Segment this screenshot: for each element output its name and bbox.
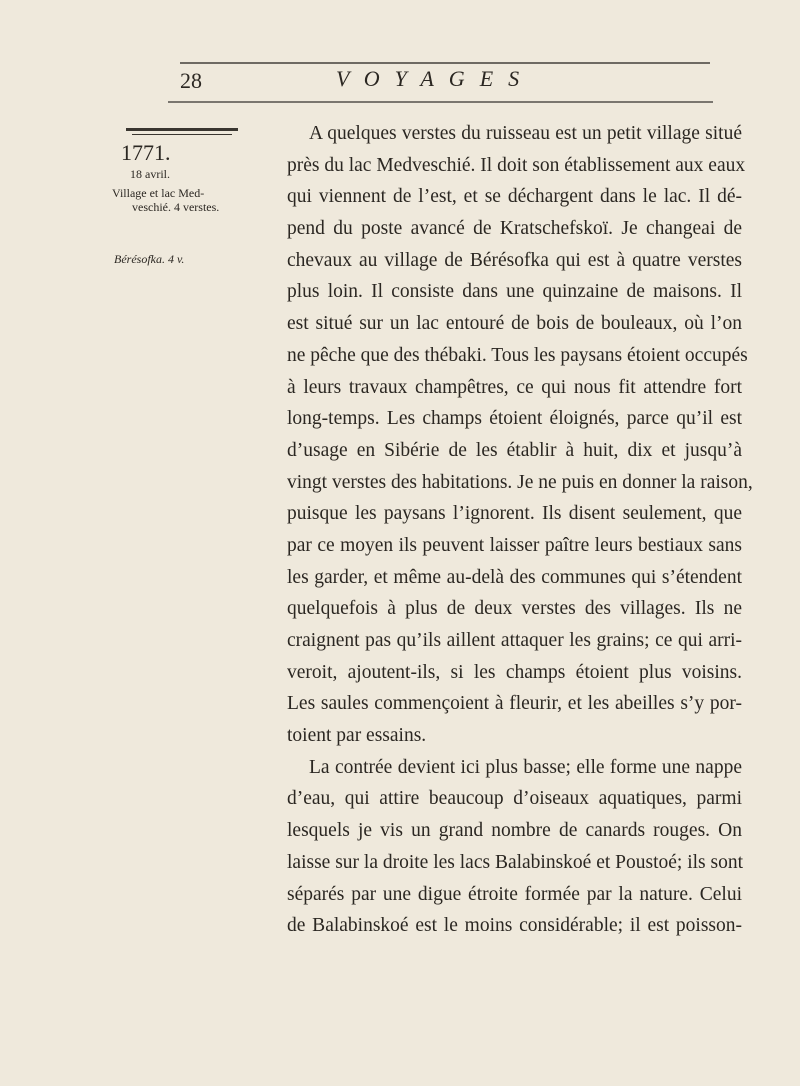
text-line: à leurs travaux champêtres, ce qui nous fit attendre fort [287, 376, 742, 398]
body-text [287, 118, 753, 942]
page-number: 28 [180, 68, 202, 93]
text-line: de Balabinskoé est le moins considérable; il est poisson- [287, 915, 742, 937]
text-line: puisque les paysans l’ignorent. Ils disent seulement, que [287, 503, 742, 525]
sidenote-date: 18 avril. [130, 167, 170, 181]
sidenote-year: 1771. [121, 140, 171, 165]
header-top-rule [180, 62, 710, 64]
text-line: près du lac Medveschié. Il doit son établissement aux eaux [287, 154, 746, 176]
text-line: lesquels je vis un grand nombre de canards rouges. On [287, 820, 742, 842]
text-line: vingt verstes des habitations. Je ne puis en donner la raison, [287, 471, 753, 493]
sidenote-beresofka-text: Bérésofka. 4 v. [114, 252, 185, 266]
text-line: long-temps. Les champs étoient éloignés, parce qu’il est [287, 408, 742, 430]
text-line: laisse sur la droite les lacs Balabinskoé et Poustoé; ils sont [287, 851, 744, 873]
text-line: La contrée devient ici plus basse; elle forme une nappe [309, 756, 742, 778]
header-bottom-rule [168, 101, 713, 103]
text-line: plus loin. Il consiste dans une quinzaine de maisons. Il [287, 281, 742, 303]
text-line: qui viennent de l’est, et se déchargent dans le lac. Il dé- [287, 186, 742, 208]
text-line: A quelques verstes du ruisseau est un petit village situé [309, 123, 742, 144]
margin-ornament-rule-thin [132, 134, 232, 135]
margin-ornament-rule [126, 128, 238, 131]
text-line: Les saules commençoient à fleurir, et les abeilles s’y por- [287, 693, 742, 715]
text-line: craignent pas qu’ils aillent attaquer les grains; ce qui arri- [287, 630, 742, 651]
running-title: VOYAGES [336, 66, 535, 91]
sidenote-village-2: veschié. 4 verstes. [132, 200, 220, 214]
sidenote-beresofka [114, 252, 184, 267]
text-line: veroit, ajoutent-ils, si les champs étoient plus voisins. [287, 661, 742, 683]
text-line: d’eau, qui attire beaucoup d’oiseaux aquatiques, parmi [287, 788, 742, 810]
text-line: par ce moyen ils peuvent laisser paître leurs bestiaux sans [287, 534, 742, 556]
sidenote-village-1: Village et lac Med- [112, 186, 205, 200]
text-line: chevaux au village de Bérésofka qui est à quatre verstes [287, 249, 742, 271]
text-line: pend du poste avancé de Kratschefskoï. Je changeai de [287, 218, 742, 240]
text-line: toient par essains. [287, 725, 427, 747]
text-line: ne pêche que des thébaki. Tous les paysans étoient occupés [287, 344, 748, 366]
text-line: est situé sur un lac entouré de bois de bouleaux, où l’on [287, 313, 742, 335]
text-line: les garder, et même au-delà des communes qui s’étendent [287, 566, 742, 588]
text-line: séparés par une digue étroite formée par la nature. Celui [287, 883, 742, 905]
text-line: d’usage en Sibérie de les établir à huit, dix et jusqu’à [287, 439, 742, 461]
text-line: quelquefois à plus de deux verstes des villages. Ils ne [287, 598, 742, 620]
